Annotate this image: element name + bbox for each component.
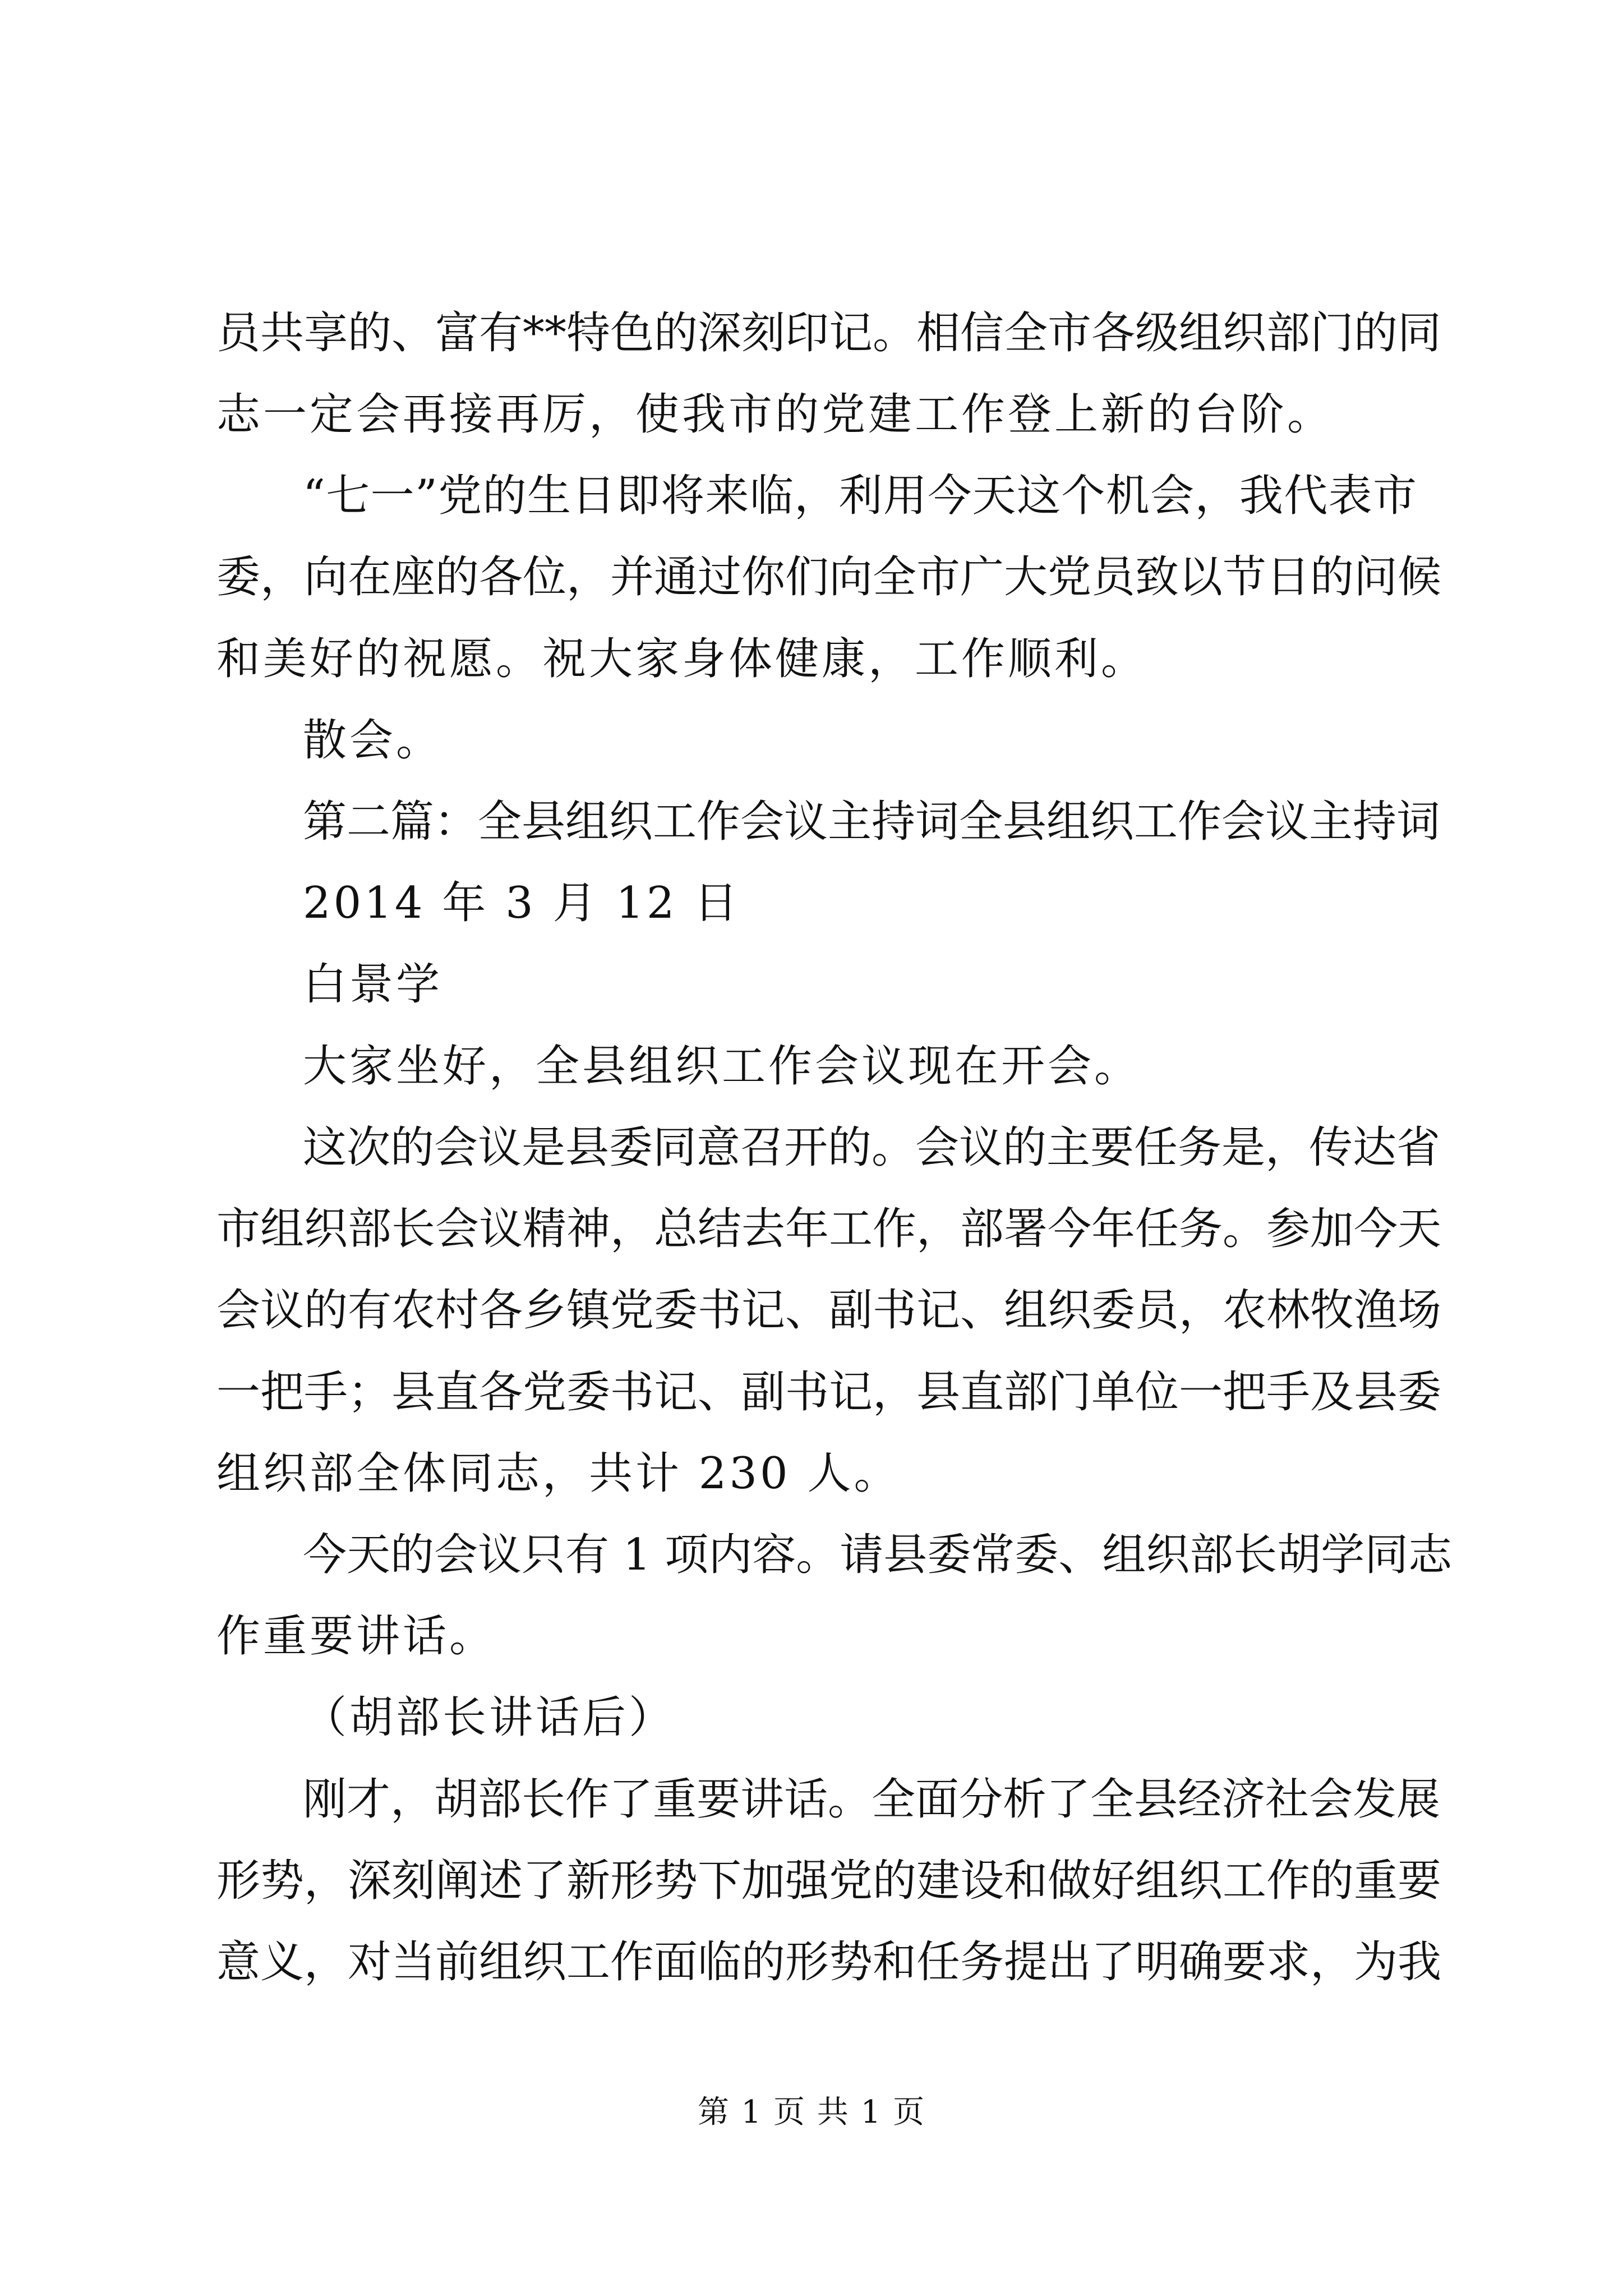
body-line: 大家坐好，全县组织工作会议现在开会。: [303, 1041, 1141, 1092]
body-line: 员共享的、富有**特色的深刻印记。相信全市各级组织部门的同: [216, 308, 1442, 358]
body-line: 和美好的祝愿。祝大家身体健康，工作顺利。: [216, 634, 1148, 684]
body-line: 组织部全体同志，共计 230 人。: [216, 1448, 901, 1499]
body-line: 意义，对当前组织工作面临的形势和任务提出了明确要求，为我: [216, 1937, 1442, 1987]
body-line: 形势，深刻阐述了新形势下加强党的建设和做好组织工作的重要: [216, 1856, 1442, 1906]
body-line: 会议的有农村各乡镇党委书记、副书记、组织委员，农林牧渔场: [216, 1285, 1442, 1336]
body-line: 志一定会再接再厉，使我市的党建工作登上新的台阶。: [216, 389, 1334, 440]
body-line: 这次的会议是县委同意召开的。会议的主要任务是，传达省: [303, 1122, 1441, 1173]
date-line: 2014 年 3 月 12 日: [303, 878, 741, 928]
body-line: 委，向在座的各位，并通过你们向全市广大党员致以节日的问候: [216, 552, 1442, 602]
body-line: 刚才，胡部长作了重要讲话。全面分析了全县经济社会发展: [303, 1774, 1441, 1825]
page-footer: 第 1 页 共 1 页: [697, 2094, 926, 2131]
body-line: 一把手；县直各党委书记、副书记，县直部门单位一把手及县委: [216, 1367, 1442, 1418]
body-line: 作重要讲话。: [216, 1611, 496, 1662]
body-line: 今天的会议只有 1 项内容。请县委常委、组织部长胡学同志: [303, 1530, 1453, 1580]
author-line: 白景学: [303, 959, 443, 1010]
body-line: “七一”党的生日即将来临，利用今天这个机会，我代表市: [303, 471, 1417, 521]
body-line: 市组织部长会议精神，总结去年工作，部署今年任务。参加今天: [216, 1204, 1442, 1254]
body-line: （胡部长讲话后）: [303, 1692, 676, 1743]
section-heading: 第二篇：全县组织工作会议主持词全县组织工作会议主持词: [303, 797, 1441, 847]
body-line: 散会。: [303, 715, 443, 766]
